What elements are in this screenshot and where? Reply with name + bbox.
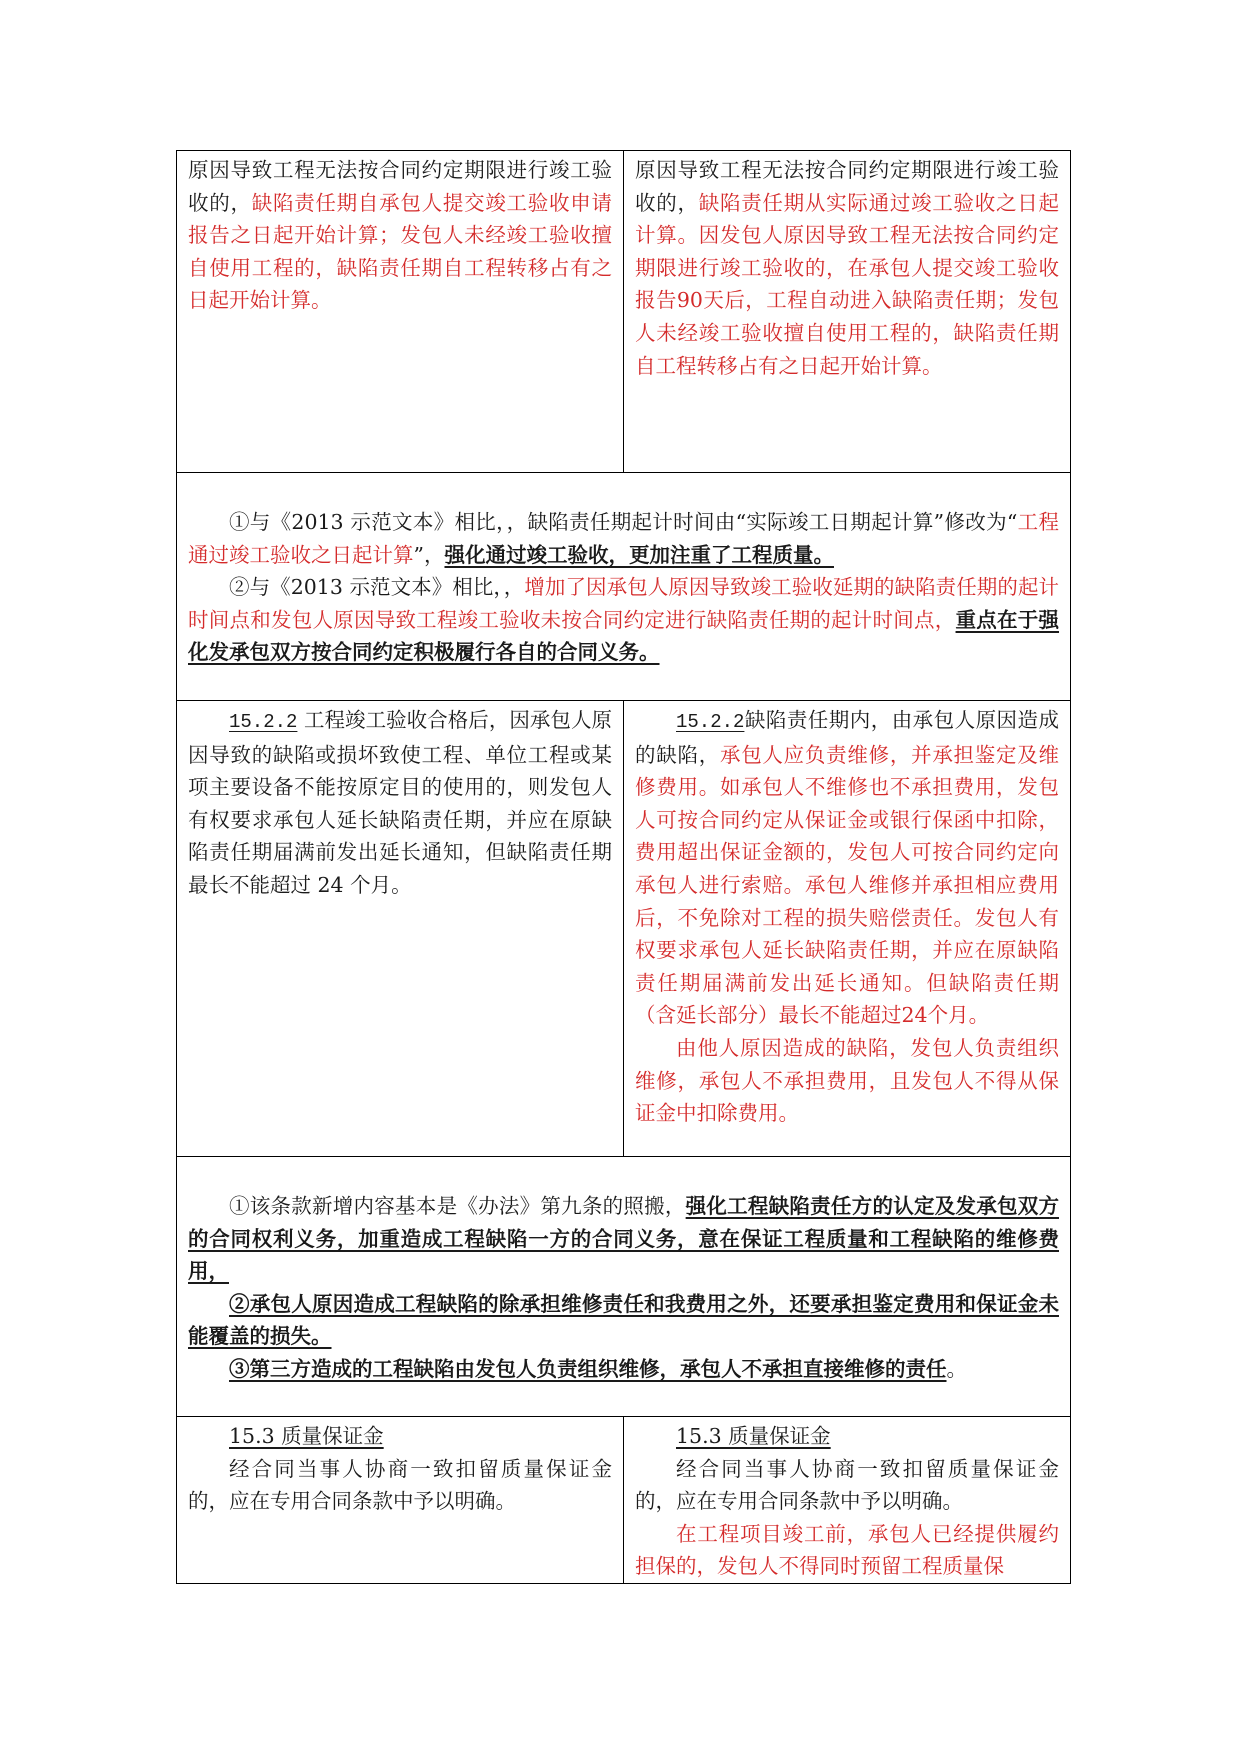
- section-heading: 15.3 质量保证金: [676, 1424, 831, 1448]
- right-cell: [624, 1417, 1071, 1584]
- clause-text: 缺陷责任期内，由承包人原因造成的缺陷，: [635, 708, 1059, 767]
- left-red-text: 缺陷责任期自承包人提交竣工验收申请报告之日起开始计算；发包人未经竣工验收擅自使用工程的，缺陷责任期自工程转移占有之日起开始计算。: [188, 190, 613, 313]
- commentary-cell: [177, 473, 1071, 701]
- clause-red-text: 承包人应负责维修，并承担鉴定及维修费用。如承包人不维修也不承担费用，发包人可按合同约定从保证金或银行保函中扣除，费用超出保证金额的，发包人可按合同约定向承包人进行索赔。承包人维修并承担相应费用后，不免除对工程的损失赔偿责任。发包人有权要求承包人延长缺陷责任期，并应在原缺陷责任期届满前发出延长通知。但缺陷责任期（含延长部分）最长不能超过24个月。: [635, 742, 1060, 1028]
- commentary-bold-text: 强化通过竣工验收，更加注重了工程质量。: [444, 542, 834, 567]
- commentary-paragraph: [188, 1190, 1059, 1288]
- clause-paragraph: [635, 704, 1059, 1032]
- commentary-text: ①该条款新增内容基本是《办法》第九条的照搬，: [229, 1194, 686, 1218]
- commentary-bold-text: ③第三方造成的工程缺陷由发包人负责组织维修，承包人不承担直接维修的责任: [229, 1356, 947, 1381]
- table-row: [177, 701, 1071, 1157]
- commentary-red-text: 增加了因承包人原因导致竣工验收延期的缺陷责任期的起计时间点和发包人原因导致工程竣工验收未按合同约定进行缺陷责任期的起计时间点，: [188, 575, 1060, 632]
- commentary-text: 。: [946, 1356, 967, 1381]
- left-cell: [177, 1417, 624, 1584]
- right-cell: [624, 151, 1071, 473]
- clause-red-paragraph: 在工程项目竣工前，承包人已经提供履约担保的，发包人不得同时预留工程质量保: [635, 1521, 1059, 1579]
- commentary-paragraph: [188, 506, 1059, 571]
- clause-number: 15.2.2: [676, 711, 745, 733]
- left-cell: [177, 701, 624, 1157]
- commentary-cell: [177, 1157, 1071, 1417]
- clause-paragraph: [188, 704, 612, 902]
- commentary-row: [177, 1157, 1071, 1417]
- commentary-bold-text: 重点在于强化发承包双方按合同约定积极履行各自的合同义务。: [188, 607, 1060, 665]
- commentary-paragraph: [188, 1353, 1059, 1386]
- clause-paragraph: 经合同当事人协商一致扣留质量保证金的，应在专用合同条款中予以明确。: [188, 1456, 612, 1514]
- right-red-text: 缺陷责任期从实际通过竣工验收之日起计算。因发包人原因导致工程无法按合同约定期限进行竣工验收的，在承包人提交竣工验收报告90天后，工程自动进入缺陷责任期；发包人未经竣工验收擅自使用工程的，缺陷责任期自工程转移占有之日起开始计算。: [635, 190, 1060, 378]
- table-row: [177, 1417, 1071, 1584]
- commentary-red-text: 工程通过竣工验收之日起计算: [188, 510, 1059, 567]
- commentary-paragraph: [188, 571, 1059, 669]
- section-heading: 15.3 质量保证金: [229, 1424, 384, 1448]
- commentary-bold-text: 强化工程缺陷责任方的认定及发承包双方的合同权利义务，加重造成工程缺陷一方的合同义务，意在保证工程质量和工程缺陷的维修费用，: [188, 1194, 1059, 1284]
- commentary-text: ②与《2013 示范文本》相比，，: [229, 575, 525, 600]
- commentary-row: [177, 473, 1071, 701]
- commentary-text: ”，: [413, 542, 445, 567]
- commentary-bold-paragraph: ②承包人原因造成工程缺陷的除承担维修责任和我费用之外，还要承担鉴定费用和保证金未能覆盖的损失。: [188, 1291, 1059, 1349]
- comparison-table: [176, 150, 1071, 1584]
- clause-number: 15.2.2: [229, 711, 298, 733]
- clause-red-paragraph: 由他人原因造成的缺陷，发包人负责组织维修，承包人不承担费用，且发包人不得从保证金中扣除费用。: [635, 1035, 1059, 1126]
- clause-paragraph: 经合同当事人协商一致扣留质量保证金的，应在专用合同条款中予以明确。: [635, 1456, 1059, 1514]
- right-cell: [624, 701, 1071, 1157]
- left-plain-text: 原因导致工程无法按合同约定期限进行竣工验收的，: [188, 158, 612, 215]
- right-plain-text: 原因导致工程无法按合同约定期限进行竣工验收的，: [635, 158, 1059, 215]
- left-cell: [177, 151, 624, 473]
- commentary-text: ①与《2013 示范文本》相比，，缺陷责任期起计时间由“实际竣工日期起计算”修改为“: [229, 510, 1018, 534]
- table-row: [177, 151, 1071, 473]
- clause-text: 工程竣工验收合格后，因承包人原因导致的缺陷或损坏致使工程、单位工程或某项主要设备不能按原定目的使用的，则发包人有权要求承包人延长缺陷责任期，并应在原缺陷责任期届满前发出延长通知，但缺陷责任期最长不能超过 24 个月。: [188, 708, 612, 897]
